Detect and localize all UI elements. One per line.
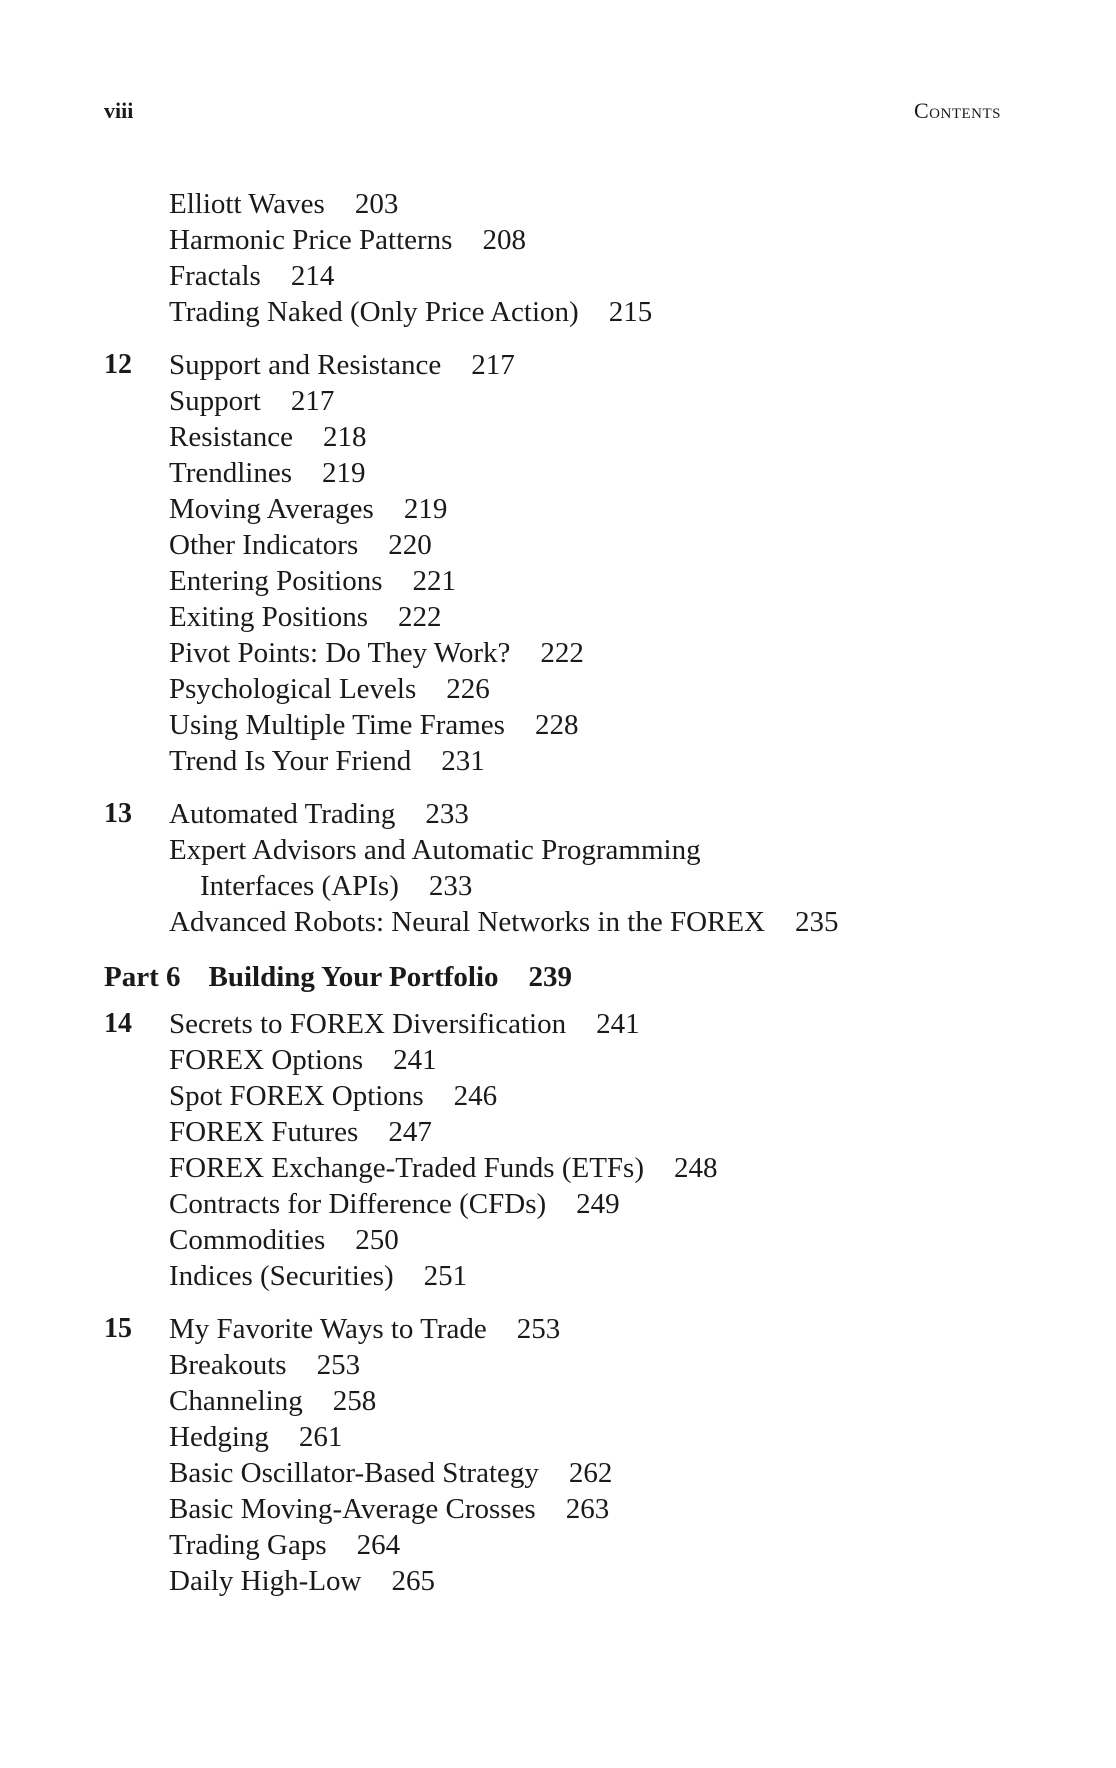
toc-entry bbox=[104, 419, 1064, 455]
entry-title: Breakouts bbox=[169, 1349, 287, 1381]
entry-page: 246 bbox=[453, 1080, 498, 1112]
entry-page: 208 bbox=[482, 224, 526, 256]
chapter-number: 13 bbox=[104, 798, 132, 829]
toc-continued-sections bbox=[104, 186, 1064, 330]
entry-title: Elliott Waves bbox=[169, 188, 325, 220]
entry-title: Entering Positions bbox=[169, 565, 383, 597]
entry-title: Using Multiple Time Frames bbox=[169, 709, 505, 741]
entry-title: Contracts for Difference (CFDs) bbox=[169, 1188, 547, 1220]
entry-page: 214 bbox=[290, 260, 335, 292]
entry-title: Basic Moving-Average Crosses bbox=[169, 1493, 536, 1525]
entry-title: FOREX Options bbox=[169, 1044, 364, 1076]
entry-page: 226 bbox=[446, 673, 490, 705]
entry-title: Harmonic Price Patterns bbox=[169, 224, 453, 256]
entry-page: 247 bbox=[388, 1116, 432, 1148]
toc-entry bbox=[104, 743, 1064, 779]
chapter-heading bbox=[104, 1311, 1064, 1347]
entry-title: Basic Oscillator-Based Strategy bbox=[169, 1457, 539, 1489]
toc-entry bbox=[104, 1347, 1064, 1383]
toc-entry bbox=[104, 294, 1064, 330]
entry-title: Commodities bbox=[169, 1224, 326, 1256]
toc-entry bbox=[104, 671, 1064, 707]
entry-page: 215 bbox=[608, 296, 653, 328]
toc-entry bbox=[104, 1150, 1064, 1186]
toc-entry bbox=[104, 599, 1064, 635]
entry-title: Pivot Points: Do They Work? bbox=[169, 637, 511, 669]
toc-entry bbox=[104, 1114, 1064, 1150]
entry-page: 262 bbox=[568, 1457, 613, 1489]
toc-entry bbox=[104, 832, 1064, 868]
entry-page: 233 bbox=[428, 870, 473, 902]
entry-title: Psychological Levels bbox=[169, 673, 417, 705]
entry-page: 251 bbox=[423, 1260, 468, 1292]
entry-page: 249 bbox=[576, 1188, 620, 1220]
table-of-contents bbox=[104, 186, 1064, 1599]
part-label: Part 6 bbox=[104, 961, 181, 993]
toc-entry bbox=[104, 222, 1064, 258]
entry-title: Trading Naked (Only Price Action) bbox=[169, 296, 579, 328]
entry-title: Daily High-Low bbox=[169, 1565, 362, 1597]
entry-title: Channeling bbox=[169, 1385, 303, 1417]
entry-title: Resistance bbox=[169, 421, 294, 453]
toc-entry bbox=[104, 1383, 1064, 1419]
toc-chapter-15 bbox=[104, 1311, 1064, 1599]
toc-entry bbox=[104, 1258, 1064, 1294]
entry-page: 241 bbox=[393, 1044, 437, 1076]
entry-title: Advanced Robots: Neural Networks in the FOREX bbox=[169, 906, 766, 938]
chapter-page: 217 bbox=[471, 349, 515, 381]
entry-page: 263 bbox=[565, 1493, 610, 1525]
chapter-title: Support and Resistance bbox=[169, 349, 442, 381]
entry-title: Exiting Positions bbox=[169, 601, 369, 633]
chapter-number: 12 bbox=[104, 349, 132, 380]
toc-entry bbox=[104, 1042, 1064, 1078]
toc-chapter-14 bbox=[104, 1006, 1064, 1294]
toc-entry bbox=[104, 904, 1064, 940]
entry-page: 219 bbox=[403, 493, 448, 525]
entry-title: FOREX Futures bbox=[169, 1116, 359, 1148]
page-number: viii bbox=[104, 98, 134, 123]
entry-title: Moving Averages bbox=[169, 493, 374, 525]
entry-page: 220 bbox=[388, 529, 432, 561]
entry-page: 250 bbox=[355, 1224, 399, 1256]
toc-entry bbox=[104, 1563, 1064, 1599]
chapter-title: Automated Trading bbox=[169, 798, 396, 830]
toc-entry bbox=[104, 1491, 1064, 1527]
toc-entry bbox=[104, 635, 1064, 671]
entry-page: 219 bbox=[322, 457, 366, 489]
entry-page: 265 bbox=[391, 1565, 435, 1597]
toc-entry bbox=[104, 186, 1064, 222]
entry-title: Trend Is Your Friend bbox=[169, 745, 412, 777]
entry-title: Expert Advisors and Automatic Programming bbox=[169, 834, 701, 866]
toc-chapter-13 bbox=[104, 796, 1064, 940]
entry-page: 228 bbox=[534, 709, 579, 741]
toc-entry bbox=[104, 1419, 1064, 1455]
toc-entry bbox=[104, 1527, 1064, 1563]
entry-page: 235 bbox=[795, 906, 839, 938]
part-heading bbox=[104, 959, 1064, 995]
toc-entry bbox=[104, 707, 1064, 743]
chapter-number: 15 bbox=[104, 1313, 132, 1344]
entry-page: 222 bbox=[540, 637, 584, 669]
toc-entry bbox=[104, 1222, 1064, 1258]
toc-entry bbox=[104, 455, 1064, 491]
toc-entry bbox=[104, 1078, 1064, 1114]
entry-page: 261 bbox=[298, 1421, 343, 1453]
chapter-page: 241 bbox=[596, 1008, 640, 1040]
entry-title: Trendlines bbox=[169, 457, 292, 489]
toc-entry-continuation bbox=[104, 868, 1064, 904]
entry-page: 264 bbox=[356, 1529, 401, 1561]
entry-page: 231 bbox=[441, 745, 485, 777]
chapter-heading bbox=[104, 347, 1064, 383]
toc-chapter-12 bbox=[104, 347, 1064, 779]
toc-entry bbox=[104, 1186, 1064, 1222]
entry-page: 221 bbox=[412, 565, 456, 597]
entry-title: Spot FOREX Options bbox=[169, 1080, 424, 1112]
entry-page: 253 bbox=[316, 1349, 361, 1381]
entry-page: 258 bbox=[332, 1385, 377, 1417]
chapter-heading bbox=[104, 796, 1064, 832]
chapter-page: 253 bbox=[516, 1313, 561, 1345]
chapter-heading bbox=[104, 1006, 1064, 1042]
part-title: Building Your Portfolio bbox=[208, 961, 499, 993]
entry-title: Trading Gaps bbox=[169, 1529, 327, 1561]
chapter-number: 14 bbox=[104, 1008, 132, 1039]
toc-entry bbox=[104, 383, 1064, 419]
running-head: Contents bbox=[913, 98, 1001, 123]
entry-title: Fractals bbox=[169, 260, 261, 292]
entry-page: 248 bbox=[673, 1152, 718, 1184]
part-page: 239 bbox=[528, 961, 573, 993]
entry-page: 203 bbox=[354, 188, 399, 220]
entry-title: Hedging bbox=[169, 1421, 269, 1453]
entry-page: 218 bbox=[323, 421, 367, 453]
entry-page: 222 bbox=[398, 601, 442, 633]
toc-entry bbox=[104, 563, 1064, 599]
entry-title: Support bbox=[169, 385, 261, 417]
toc-entry bbox=[104, 258, 1064, 294]
entry-title-continued: Interfaces (APIs) bbox=[200, 870, 399, 902]
toc-entry bbox=[104, 491, 1064, 527]
chapter-page: 233 bbox=[425, 798, 469, 830]
entry-title: FOREX Exchange-Traded Funds (ETFs) bbox=[169, 1152, 644, 1184]
entry-title: Other Indicators bbox=[169, 529, 359, 561]
toc-entry bbox=[104, 1455, 1064, 1491]
chapter-title: My Favorite Ways to Trade bbox=[169, 1313, 487, 1345]
toc-entry bbox=[104, 527, 1064, 563]
entry-page: 217 bbox=[290, 385, 335, 417]
chapter-title: Secrets to FOREX Diversification bbox=[169, 1008, 567, 1040]
entry-title: Indices (Securities) bbox=[169, 1260, 394, 1292]
